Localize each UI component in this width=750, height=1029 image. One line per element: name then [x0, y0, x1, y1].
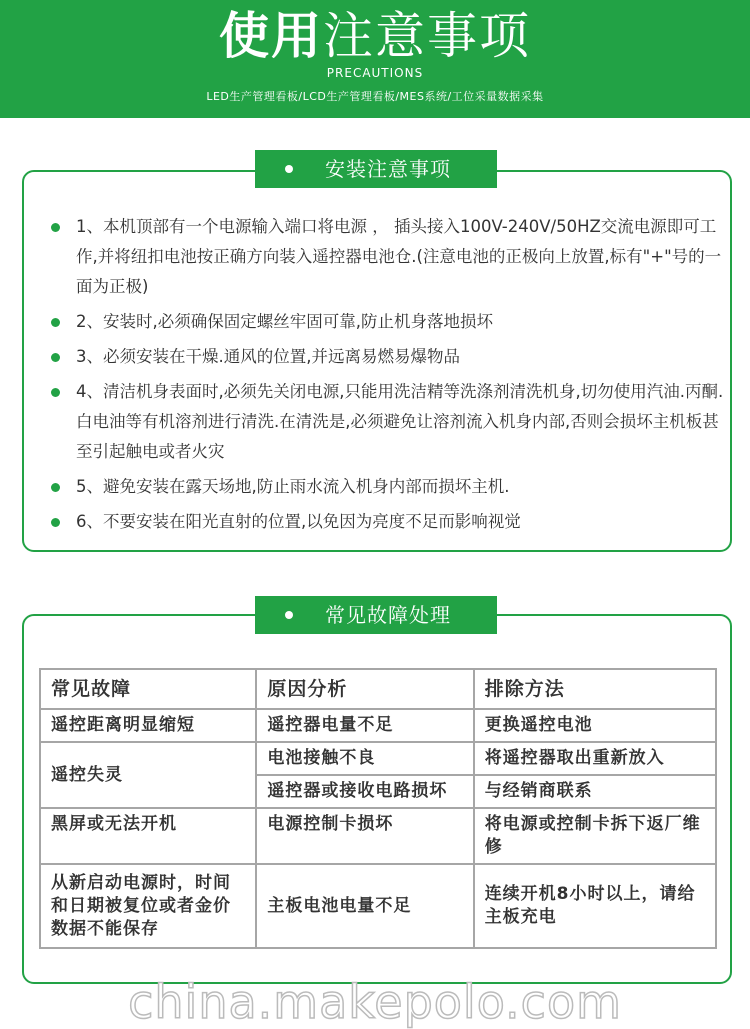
table-row: [40, 864, 716, 948]
fix-cell: 将遥控器取出重新放入: [474, 742, 716, 775]
fault-cell: 从新启动电源时，时间和日期被复位或者金价数据不能保存: [40, 864, 256, 948]
subtitle-en: PRECAUTIONS: [326, 66, 424, 80]
watermark-text: china.makepolo.com: [128, 975, 622, 1029]
subtitle-cn: LED生产管理看板/LCD生产管理看板/MES系统/工位采量数据采集: [206, 90, 544, 103]
install-heading-tag: [255, 150, 497, 188]
list-item: [48, 472, 728, 502]
title-light: 注意事项: [323, 7, 531, 65]
bullet-icon: [285, 611, 293, 619]
faults-heading: 常见故障处理: [325, 603, 451, 627]
list-item-text: 6、不要安装在阳光直射的位置,以免因为亮度不足而影响视觉: [76, 512, 521, 531]
column-header: 常见故障: [40, 669, 256, 709]
fault-cell: 遥控距离明显缩短: [40, 709, 256, 742]
install-heading: 安装注意事项: [325, 157, 451, 181]
fix-cell: 连续开机8小时以上，请给主板充电: [474, 864, 716, 948]
list-item-text: 2、安装时,必须确保固定螺丝牢固可靠,防止机身落地损坏: [76, 312, 493, 331]
install-list: [48, 212, 728, 542]
table-header-row: [40, 669, 716, 709]
cause-cell: 电池接触不良: [256, 742, 473, 775]
bullet-icon: [51, 353, 60, 362]
cause-cell: 遥控器或接收电路损坏: [256, 775, 473, 808]
page-title: [0, 6, 750, 66]
cause-cell: 遥控器电量不足: [256, 709, 473, 742]
table-row: [40, 709, 716, 742]
column-header: 原因分析: [256, 669, 473, 709]
fault-cell: 黑屏或无法开机: [40, 808, 256, 864]
bullet-icon: [51, 388, 60, 397]
list-item: [48, 377, 728, 467]
bullet-icon: [51, 483, 60, 492]
list-item: [48, 212, 728, 302]
table-row: [40, 808, 716, 864]
bullet-icon: [51, 518, 60, 527]
cause-cell: 电源控制卡损坏: [256, 808, 473, 864]
list-item: [48, 307, 728, 337]
list-item-text: 4、清洁机身表面时,必须先关闭电源,只能用洗洁精等洗涤剂清洗机身,切勿使用汽油.丙酮.白电油等有机溶剂进行清洗.在清洗是,必须避免让溶剂流入机身内部,否则会损坏主机板甚至引起触电或者火灾: [76, 382, 724, 461]
title-bold: 使用: [219, 7, 323, 65]
faults-table: [39, 668, 717, 949]
faults-heading-tag: [255, 596, 497, 634]
fix-cell: 与经销商联系: [474, 775, 716, 808]
page-header: [0, 0, 750, 118]
list-item-text: 3、必须安装在干燥.通风的位置,并远离易燃易爆物品: [76, 347, 460, 366]
cause-cell: 主板电池电量不足: [256, 864, 473, 948]
list-item-text: 1、本机顶部有一个电源输入端口将电源 ， 插头接入100V-240V/50HZ交流电源即可工作,并将纽扣电池按正确方向装入遥控器电池仓.(注意电池的正极向上放置,标有"+"号的一面为正极): [76, 217, 722, 296]
column-header: 排除方法: [474, 669, 716, 709]
bullet-icon: [51, 223, 60, 232]
list-item: [48, 507, 728, 537]
fault-cell: 遥控失灵: [40, 742, 256, 808]
fix-cell: 将电源或控制卡拆下返厂维修: [474, 808, 716, 864]
list-item: [48, 342, 728, 372]
table-row: [40, 742, 716, 775]
bullet-icon: [285, 165, 293, 173]
bullet-icon: [51, 318, 60, 327]
list-item-text: 5、避免安装在露天场地,防止雨水流入机身内部而损坏主机.: [76, 477, 510, 496]
fix-cell: 更换遥控电池: [474, 709, 716, 742]
